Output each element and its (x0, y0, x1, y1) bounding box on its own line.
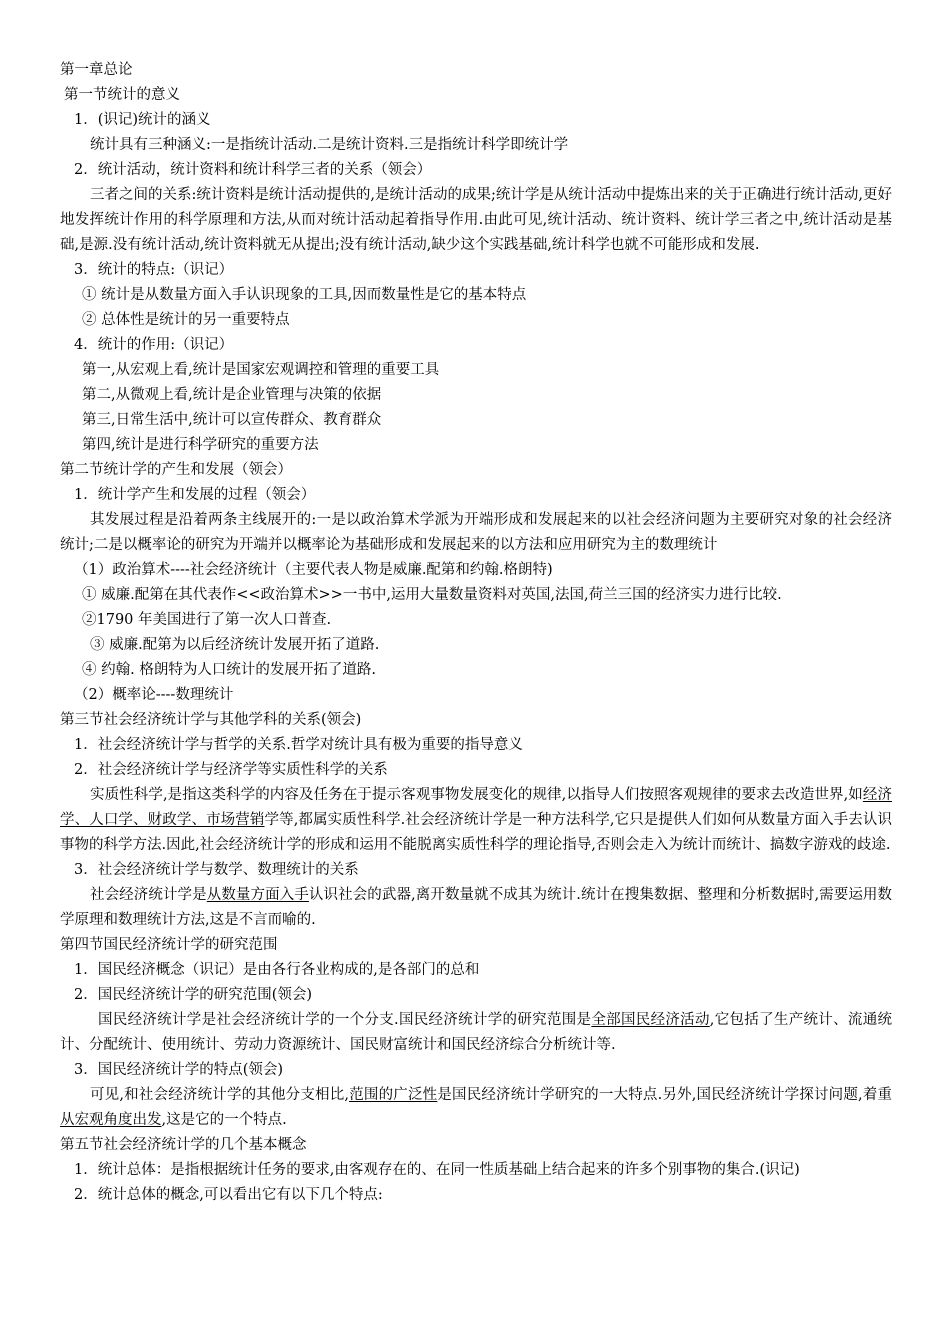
section-heading: 第三节社会经济统计学与其他学科的关系(领会) (60, 712, 362, 728)
underlined-text: 范围的广泛性 (349, 1087, 438, 1103)
list-item: ① 统计是从数量方面入手认识现象的工具,因而数量性是它的基本特点 (82, 287, 527, 303)
underlined-text: 从宏观角度出发 (60, 1112, 162, 1128)
text-run: 可见,和社会经济统计学的其他分支相比, (90, 1087, 350, 1103)
body-paragraph (60, 1083, 892, 1133)
text-run: 是国民经济统计学研究的一大特点.另外,国民经济统计学探讨问题,着重 (437, 1087, 893, 1103)
chapter-title: 第一章总论 (60, 62, 133, 78)
list-item: 第三,日常生活中,统计可以宣传群众、教育群众 (82, 412, 382, 428)
list-item: 第一,从宏观上看,统计是国家宏观调控和管理的重要工具 (82, 362, 440, 378)
item-paragraph: 1．统计总体：是指根据统计任务的要求,由客观存在的、在同一性质基础上结合起来的许多个别事物的集合.(识记) (74, 1162, 800, 1178)
underlined-text: 从数量方面入手 (206, 887, 309, 903)
text-run: 国民经济统计学是社会经济统计学的一个分支.国民经济统计学的研究范围是 (98, 1012, 592, 1028)
sub-heading: （1）政治算术----社会经济统计（主要代表人物是威廉.配第和约翰.格朗特) (74, 562, 553, 578)
text-run: ,它包括了生产统计、流通统计、分配统计、使用统计、劳动力资源统计、国民财富统计和国民经济综合分析统计等. (60, 1012, 893, 1053)
list-item: ① 威廉.配第在其代表作<<政治算术>>一书中,运用大量数量资料对英国,法国,荷兰三国的经济实力进行比较. (82, 587, 782, 603)
list-item: 第二,从微观上看,统计是企业管理与决策的依据 (82, 387, 382, 403)
body-paragraph (60, 1008, 892, 1058)
item-heading: 2．统计活动，统计资料和统计科学三者的关系（领会） (74, 162, 432, 178)
item-heading: 3．社会经济统计学与数学、数理统计的关系 (74, 862, 359, 878)
section-heading: 第五节社会经济统计学的几个基本概念 (60, 1137, 307, 1153)
body-paragraph: 三者之间的关系:统计资料是统计活动提供的,是统计活动的成果;统计学是从统计活动中提炼出来的关于正确进行统计活动,更好地发挥统计作用的科学原理和方法,从而对统计活动起着指导作用.由此可见,统计活动、统计资料、统计学三者之中,统计活动是基础,是源.没有统计活动,统计资料就无从提出;没有统计活动,缺少这个实践基础,统计科学也就不可能形成和发展. (60, 187, 892, 253)
item-heading: 2．社会经济统计学与经济学等实质性科学的关系 (74, 762, 388, 778)
item-heading: 1．(识记)统计的涵义 (74, 112, 211, 128)
list-item: ③ 威廉.配第为以后经济统计发展开拓了道路. (90, 637, 380, 653)
body-paragraph: 其发展过程是沿着两条主线展开的:一是以政治算术学派为开端形成和发展起来的以社会经济问题为主要研究对象的社会经济统计;二是以概率论的研究为开端并以概率论为基础形成和发展起来的以方法和应用研究为主的数理统计 (60, 512, 892, 553)
item-heading: 1．社会经济统计学与哲学的关系.哲学对统计具有极为重要的指导意义 (74, 737, 523, 753)
sub-heading: （2）概率论----数理统计 (74, 687, 234, 703)
item-heading: 3．国民经济统计学的特点(领会) (74, 1062, 284, 1078)
section-heading: 第二节统计学的产生和发展（领会） (60, 462, 292, 478)
item-heading: 2．国民经济统计学的研究范围(领会) (74, 987, 313, 1003)
list-item: ② 总体性是统计的另一重要特点 (82, 312, 290, 328)
item-heading: 1．统计学产生和发展的过程（领会） (74, 487, 316, 503)
body-paragraph (60, 783, 892, 858)
underlined-text: 经济学、人口学、财政学、市场营销 (60, 787, 892, 828)
list-item: ④ 约翰. 格朗特为人口统计的发展开拓了道路. (82, 662, 376, 678)
underlined-text: 全部国民经济活动 (591, 1012, 710, 1028)
list-item: ②1790 年美国进行了第一次人口普查. (82, 612, 332, 628)
section-heading: 第四节国民经济统计学的研究范围 (60, 937, 278, 953)
text-run: 认识社会的武器,离开数量就不成其为统计.统计在搜集数据、整理和分析数据时,需要运用数学原理和数理统计方法,这是不言而喻的. (60, 887, 893, 928)
item-heading: 1．国民经济概念（识记）是由各行各业构成的,是各部门的总和 (74, 962, 480, 978)
item-heading: 2．统计总体的概念,可以看出它有以下几个特点: (74, 1187, 383, 1203)
body-paragraph (60, 883, 892, 933)
document-page (60, 58, 892, 1208)
item-heading: 4．统计的作用:（识记） (74, 337, 234, 353)
text-run: 实质性科学,是指这类科学的内容及任务在于提示客观事物发展变化的规律,以指导人们按照客观规律的要求去改造世界,如 (90, 787, 863, 803)
item-heading: 3．统计的特点:（识记） (74, 262, 234, 278)
text-run: ,这是它的一个特点. (161, 1112, 287, 1128)
text-run: 社会经济统计学是 (90, 887, 207, 903)
section-heading: 第一节统计的意义 (64, 87, 180, 103)
body-line: 统计具有三种涵义:一是指统计活动.二是统计资料.三是指统计科学即统计学 (90, 137, 569, 153)
text-run: 学等,都属实质性科学.社会经济统计学是一种方法科学,它只是提供人们如何从数量方面入手去认识事物的科学方法.因此,社会经济统计学的形成和运用不能脱离实质性科学的理论指导,否则会走入为统计而统计、搞数字游戏的歧途. (60, 812, 893, 853)
list-item: 第四,统计是进行科学研究的重要方法 (82, 437, 319, 453)
